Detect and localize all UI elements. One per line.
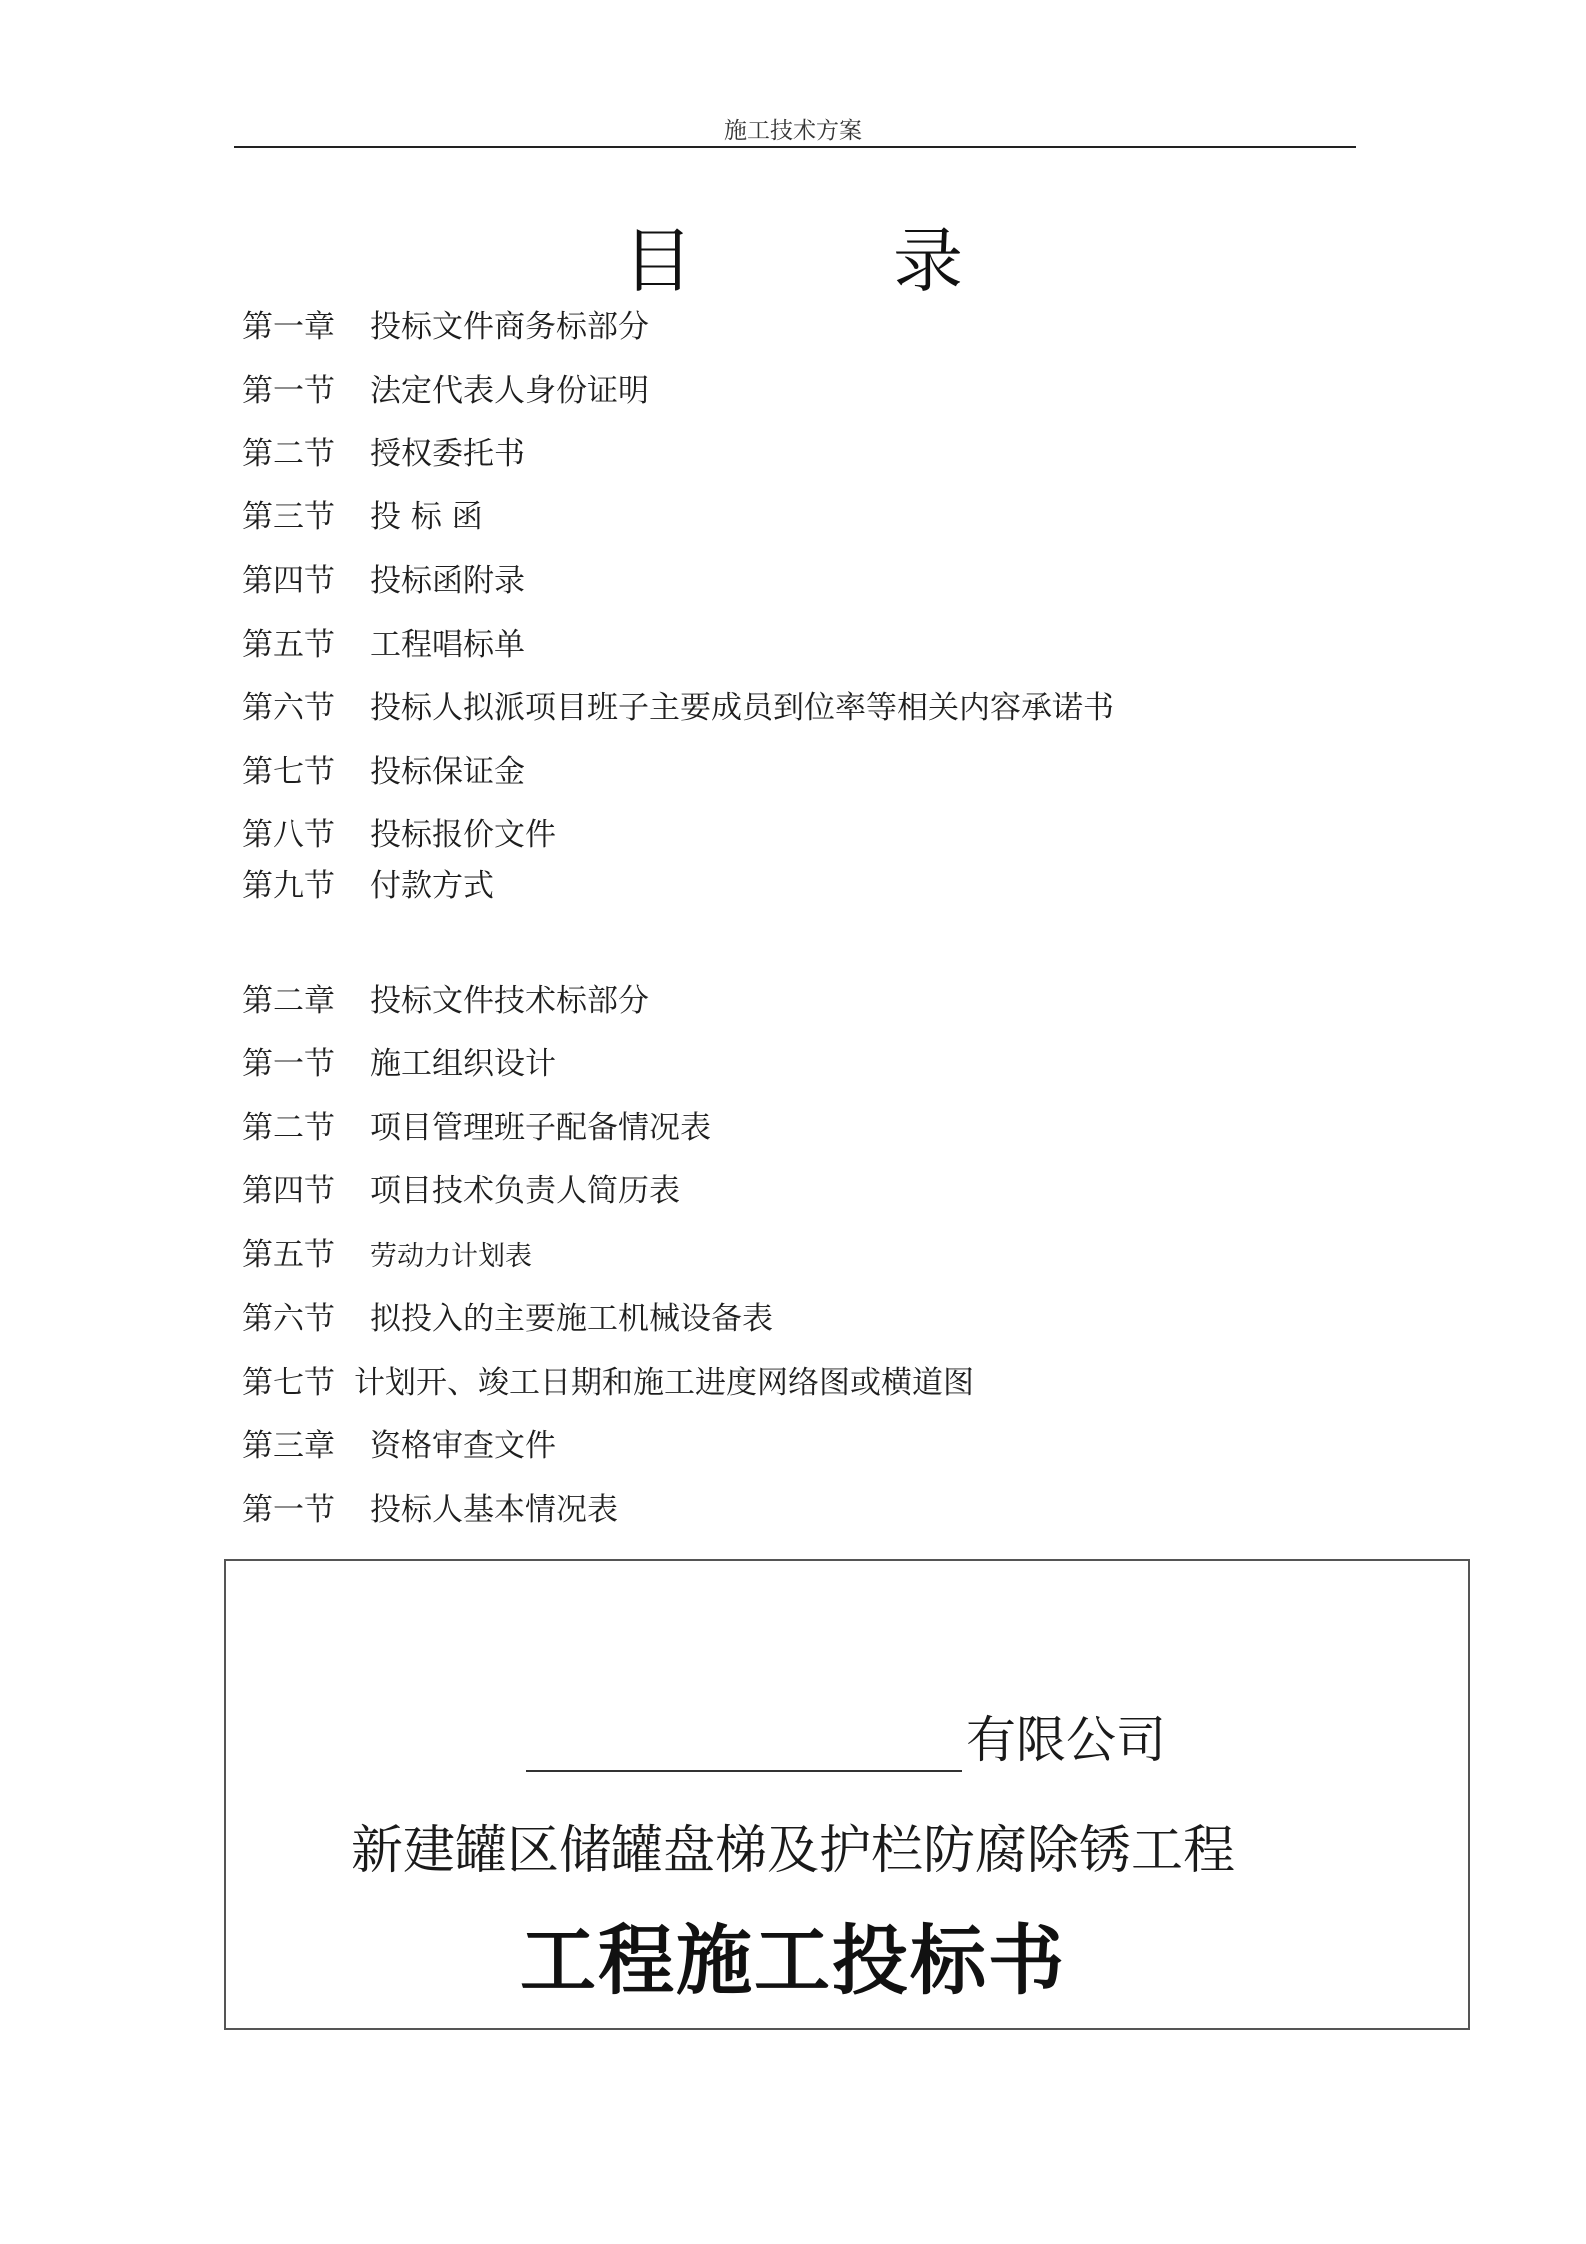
project-name: 新建罐区储罐盘梯及护栏防腐除锈工程 bbox=[350, 1821, 1235, 1881]
toc-entry-title: 投标报价文件 bbox=[370, 817, 556, 853]
toc-entry-number: 第一节 bbox=[242, 1046, 335, 1082]
toc-entry-title: 投标人基本情况表 bbox=[370, 1492, 618, 1528]
toc-entry-number: 第六节 bbox=[242, 690, 335, 726]
toc-entry-title: 工程唱标单 bbox=[370, 627, 525, 663]
toc-entry-title: 拟投入的主要施工机械设备表 bbox=[370, 1301, 773, 1337]
toc-entry-number: 第四节 bbox=[242, 1173, 335, 1209]
toc-entry-title: 投标函附录 bbox=[370, 563, 525, 599]
toc-entry bbox=[242, 688, 1114, 728]
toc-entry-number: 第四节 bbox=[242, 563, 335, 599]
toc-entry bbox=[242, 307, 649, 347]
toc-entry bbox=[242, 1171, 680, 1211]
toc-entry bbox=[242, 1363, 974, 1403]
toc-entry bbox=[242, 371, 649, 411]
toc-entry bbox=[242, 625, 525, 665]
document-type-title: 工程施工投标书 bbox=[520, 1916, 1066, 2005]
toc-entry-title: 劳动力计划表 bbox=[370, 1241, 532, 1272]
toc-entry bbox=[242, 1426, 556, 1466]
toc-entry bbox=[242, 981, 649, 1021]
toc-entry-title: 授权委托书 bbox=[370, 436, 525, 472]
company-name-blank bbox=[526, 1718, 962, 1772]
company-suffix: 有限公司 bbox=[966, 1711, 1166, 1769]
toc-entry-title: 投 标 函 bbox=[370, 499, 483, 535]
toc-entry bbox=[242, 1108, 711, 1148]
toc-entry-title: 投标人拟派项目班子主要成员到位率等相关内容承诺书 bbox=[370, 690, 1114, 726]
toc-entry-number: 第七节 bbox=[242, 754, 335, 790]
toc-entry-number: 第二节 bbox=[242, 1110, 335, 1146]
toc-entry bbox=[242, 434, 525, 474]
toc-entry-title: 法定代表人身份证明 bbox=[370, 373, 649, 409]
toc-entry bbox=[242, 1235, 532, 1275]
toc-entry-title: 投标文件商务标部分 bbox=[370, 309, 649, 345]
toc-entry-number: 第五节 bbox=[242, 1237, 335, 1273]
toc-entry-number: 第八节 bbox=[242, 817, 335, 853]
toc-entry-number: 第五节 bbox=[242, 627, 335, 663]
toc-entry-title: 项目技术负责人简历表 bbox=[370, 1173, 680, 1209]
toc-entry-number: 第七节 bbox=[242, 1365, 335, 1401]
toc-entry-title: 投标保证金 bbox=[370, 754, 525, 790]
toc-entry-title: 施工组织设计 bbox=[370, 1046, 556, 1082]
toc-entry-title: 付款方式 bbox=[370, 868, 494, 904]
toc-entry-title: 资格审查文件 bbox=[370, 1428, 556, 1464]
toc-entry bbox=[242, 561, 525, 601]
toc-entry-number: 第三节 bbox=[242, 499, 335, 535]
toc-entry-title: 计划开、竣工日期和施工进度网络图或横道图 bbox=[354, 1365, 974, 1401]
toc-entry-number: 第一节 bbox=[242, 373, 335, 409]
toc-entry bbox=[242, 1044, 556, 1084]
toc-entry-number: 第三章 bbox=[242, 1428, 335, 1464]
toc-entry-number: 第二章 bbox=[242, 983, 335, 1019]
toc-entry-number: 第一节 bbox=[242, 1492, 335, 1528]
toc-entry-number: 第六节 bbox=[242, 1301, 335, 1337]
toc-entry-number: 第二节 bbox=[242, 436, 335, 472]
header-rule bbox=[234, 146, 1356, 148]
toc-entry-number: 第九节 bbox=[242, 868, 335, 904]
toc-entry bbox=[242, 1490, 618, 1530]
company-line bbox=[526, 1708, 1166, 1772]
toc-entry bbox=[242, 752, 525, 792]
toc-entry-title: 投标文件技术标部分 bbox=[370, 983, 649, 1019]
toc-entry bbox=[242, 1299, 773, 1339]
toc-entry bbox=[242, 866, 494, 906]
toc-entry-title: 项目管理班子配备情况表 bbox=[370, 1110, 711, 1146]
toc-entry bbox=[242, 497, 483, 537]
toc-entry bbox=[242, 815, 556, 855]
running-header: 施工技术方案 bbox=[724, 118, 862, 144]
toc-heading: 目录 bbox=[623, 220, 1163, 302]
toc-entry-number: 第一章 bbox=[242, 309, 335, 345]
